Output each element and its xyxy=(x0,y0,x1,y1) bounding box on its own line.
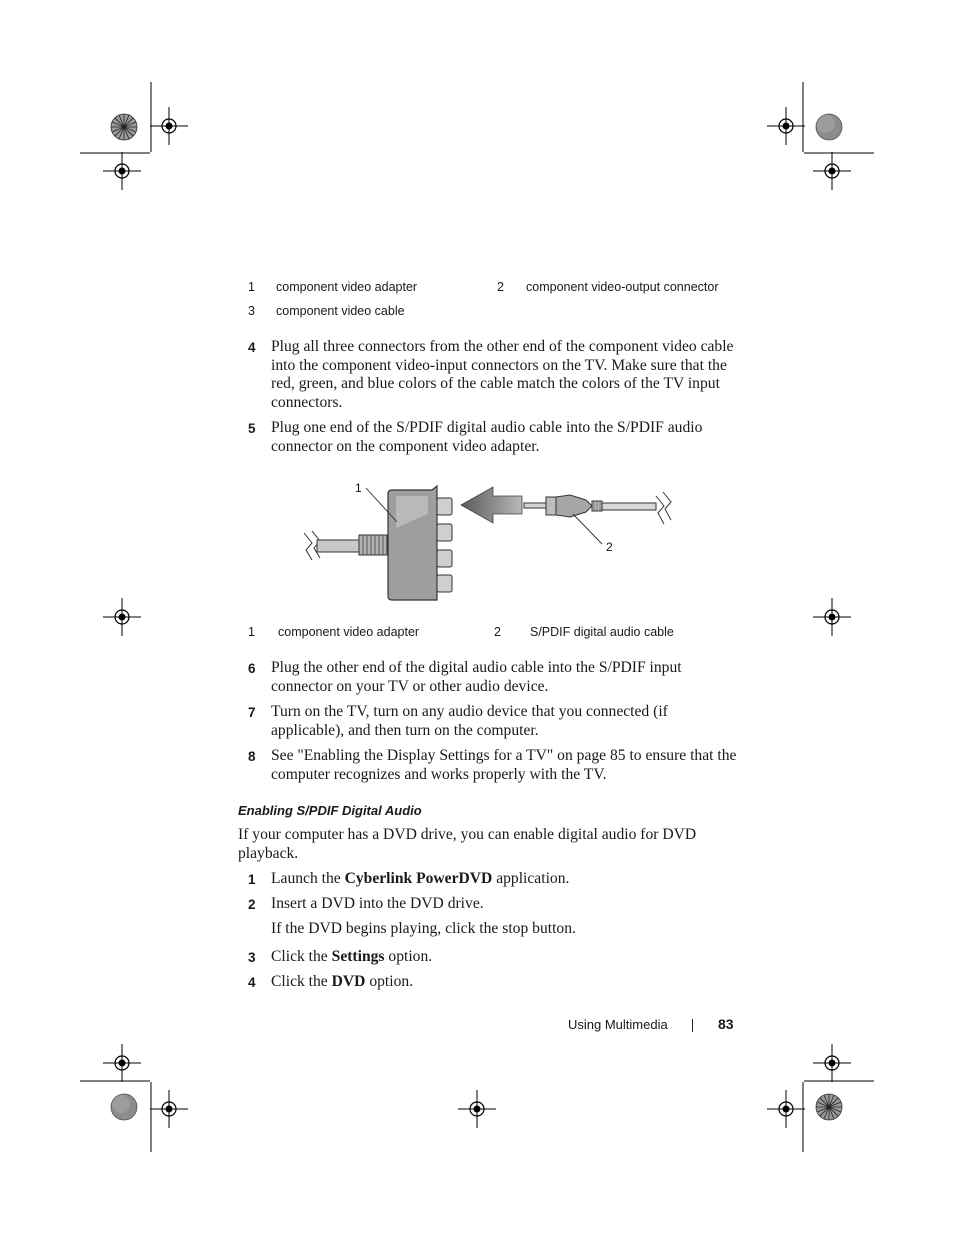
caption-num: 1 xyxy=(248,280,255,294)
step-number: 8 xyxy=(248,749,256,764)
step-text: Click the DVD option. xyxy=(271,973,414,990)
page-number: 83 xyxy=(718,1016,734,1032)
footer-section-title: Using Multimedia xyxy=(568,1017,668,1032)
caption-num: 1 xyxy=(248,625,255,639)
app-name: Cyberlink PowerDVD xyxy=(344,870,493,887)
step-text: Click the Settings option. xyxy=(271,948,433,965)
step-text: Plug one end of the S/PDIF digital audio cable into the S/PDIF audio connector on the component video adapter. xyxy=(271,419,703,455)
step-text: Plug the other end of the digital audio cable into the S/PDIF input connector on your TV or other audio device. xyxy=(271,659,682,695)
section-intro: If your computer has a DVD drive, you can enable digital audio for DVD playback. xyxy=(238,826,697,862)
step-number: 4 xyxy=(248,340,256,355)
step-number: 6 xyxy=(248,661,256,676)
footer-divider xyxy=(692,1019,693,1032)
option-name: DVD xyxy=(331,973,366,990)
caption-num: 3 xyxy=(248,304,255,318)
step-text: See "Enabling the Display Settings for a TV" on page 85 to ensure that the computer recognizes and works properly with the TV. xyxy=(271,747,737,783)
step-text: Insert a DVD into the DVD drive. xyxy=(271,895,484,912)
step-number: 1 xyxy=(248,872,256,887)
spdif-connection-figure xyxy=(300,478,680,608)
step-number: 5 xyxy=(248,421,256,436)
step-number: 7 xyxy=(248,705,256,720)
step-text: Turn on the TV, turn on any audio device that you connected (if applicable), and then turn on the computer. xyxy=(271,703,668,739)
step-number: 2 xyxy=(248,897,256,912)
caption-label: component video adapter xyxy=(278,625,420,639)
caption-num: 2 xyxy=(497,280,504,294)
section-heading: Enabling S/PDIF Digital Audio xyxy=(238,803,422,818)
step-note: If the DVD begins playing, click the stop button. xyxy=(271,920,576,937)
step-number: 4 xyxy=(248,975,256,990)
step-number: 3 xyxy=(248,950,256,965)
callout-1: 1 xyxy=(355,481,362,495)
step-text: Launch the Cyberlink PowerDVD application. xyxy=(271,870,570,887)
caption-num: 2 xyxy=(494,625,501,639)
step-text: Plug all three connectors from the other end of the component video cable into the component video-input connectors on the TV. Make sure that the red, green, and blue colors of the cable match the colors of the TV input connectors. xyxy=(271,338,734,411)
caption-label: S/PDIF digital audio cable xyxy=(530,625,674,639)
caption-label: component video cable xyxy=(276,304,405,318)
callout-2: 2 xyxy=(606,540,613,554)
caption-label: component video-output connector xyxy=(526,280,719,294)
caption-label: component video adapter xyxy=(276,280,418,294)
option-name: Settings xyxy=(331,948,385,965)
